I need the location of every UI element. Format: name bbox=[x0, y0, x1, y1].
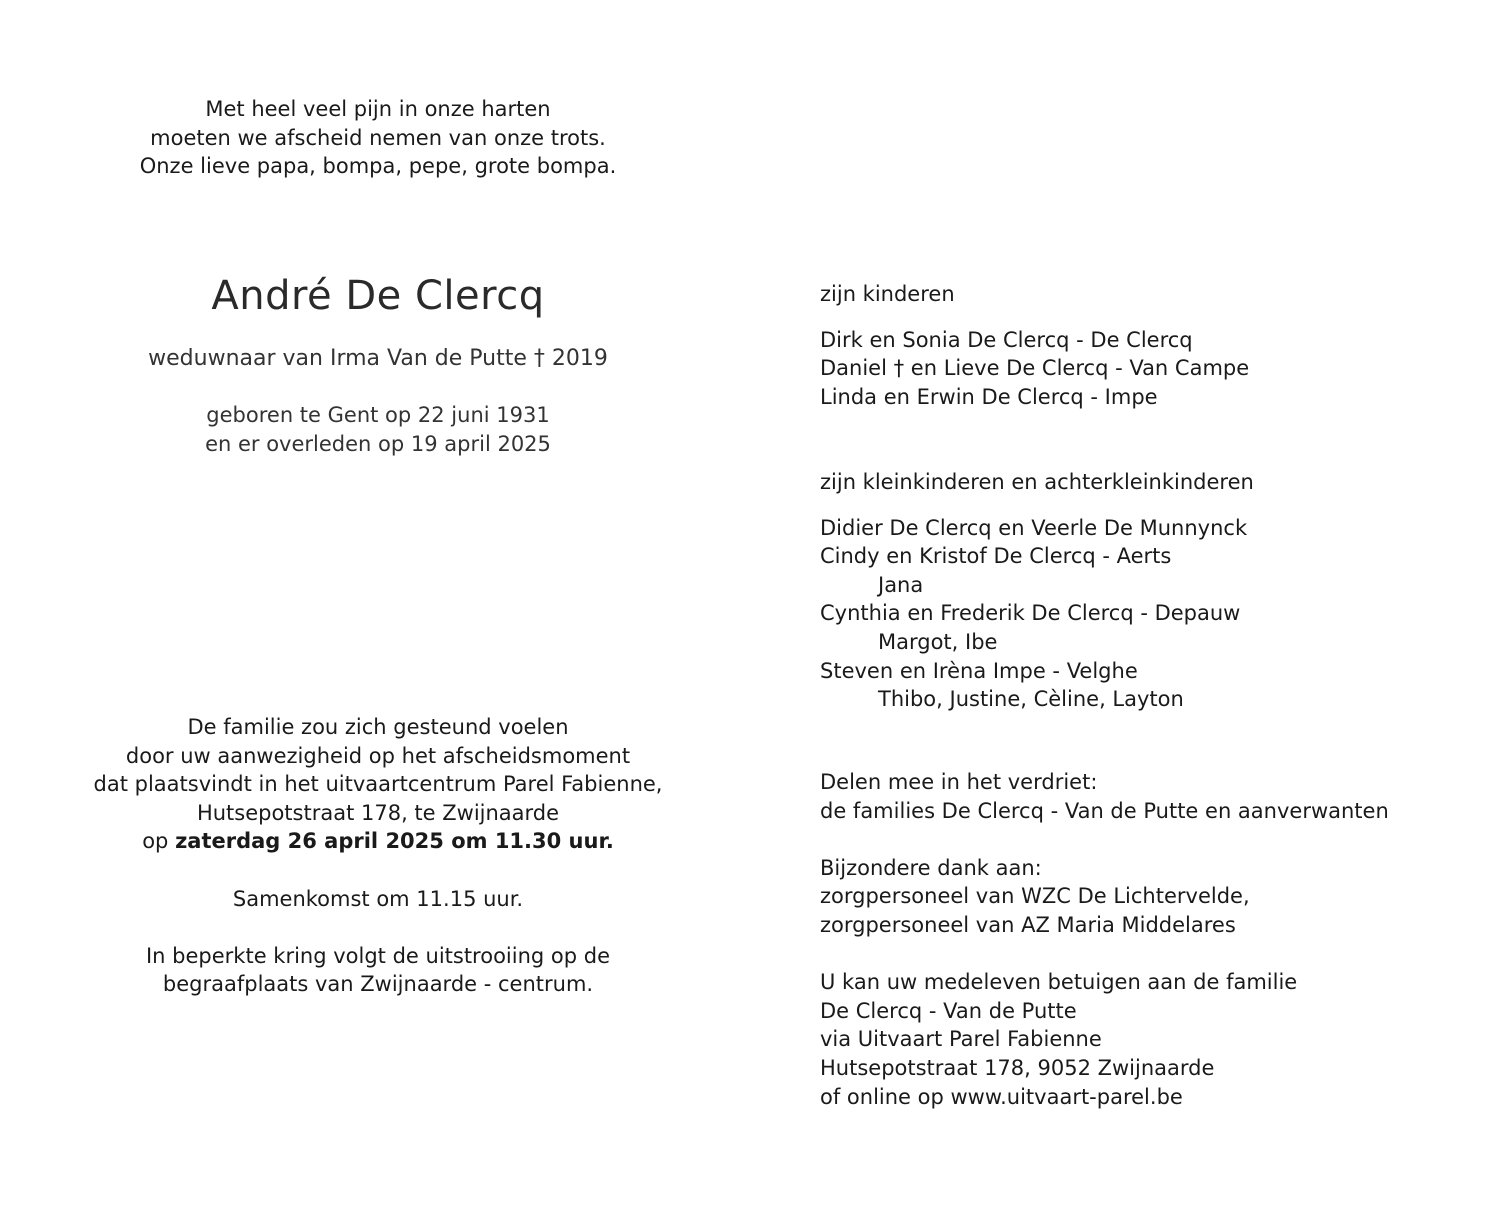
service-line: De familie zou zich gesteund voelen bbox=[187, 715, 569, 739]
service-info bbox=[0, 713, 756, 999]
thanks-heading: Bijzondere dank aan: bbox=[820, 855, 1042, 880]
scattering-line: In beperkte kring volgt de uitstrooiing op de bbox=[145, 943, 611, 968]
closing-section bbox=[820, 768, 1500, 1111]
grandchild-entry: Cynthia en Frederik De Clercq - Depauw bbox=[820, 601, 1241, 626]
children-section bbox=[820, 280, 1500, 411]
scattering-line: begraafplaats van Zwijnaarde - centrum. bbox=[162, 972, 594, 997]
grandchild-entry: Cindy en Kristof De Clercq - Aerts bbox=[820, 544, 1172, 569]
thanks-line: zorgpersoneel van WZC De Lichtervelde, bbox=[820, 884, 1250, 909]
intro-line: Met heel veel pijn in onze harten bbox=[205, 97, 551, 121]
children-heading: zijn kinderen bbox=[820, 282, 955, 306]
grandchildren-section bbox=[820, 468, 1500, 714]
condolence-website: of online op www.uitvaart-parel.be bbox=[820, 1084, 1183, 1109]
grandchild-entry: Didier De Clercq en Veerle De Munnynck bbox=[820, 515, 1248, 540]
intro-line: Onze lieve papa, bompa, pepe, grote bompa. bbox=[139, 154, 617, 179]
birth-death-dates bbox=[0, 401, 756, 458]
child-entry: Dirk en Sonia De Clercq - De Clercq bbox=[820, 327, 1193, 352]
grief-text: de families De Clercq - Van de Putte en aanverwanten bbox=[820, 798, 1389, 823]
service-line: door uw aanwezigheid op het afscheidsmoment bbox=[125, 743, 631, 768]
grief-heading: Delen mee in het verdriet: bbox=[820, 770, 1098, 794]
birth-line: geboren te Gent op 22 juni 1931 bbox=[206, 403, 550, 427]
condolence-line: via Uitvaart Parel Fabienne bbox=[820, 1027, 1102, 1052]
widower-text: weduwnaar van Irma Van de Putte † 2019 bbox=[148, 346, 608, 371]
condolence-line: U kan uw medeleven betuigen aan de familie bbox=[820, 970, 1298, 995]
thanks-line: zorgpersoneel van AZ Maria Middelares bbox=[820, 912, 1236, 937]
service-line: Hutsepotstraat 178, te Zwijnaarde bbox=[196, 800, 560, 825]
condolence-line: De Clercq - Van de Putte bbox=[820, 998, 1077, 1023]
child-entry: Daniel † en Lieve De Clercq - Van Campe bbox=[820, 356, 1250, 381]
intro-text bbox=[0, 95, 756, 181]
service-date-prefix: op bbox=[142, 829, 176, 854]
great-grandchild-entry: Margot, Ibe bbox=[878, 629, 998, 654]
death-line: en er overleden op 19 april 2025 bbox=[205, 431, 551, 456]
grandchild-entry: Steven en Irèna Impe - Velghe bbox=[820, 658, 1138, 683]
grandchildren-heading: zijn kleinkinderen en achterkleinkinderen bbox=[820, 470, 1254, 494]
child-entry: Linda en Erwin De Clercq - Impe bbox=[820, 384, 1158, 409]
intro-line: moeten we afscheid nemen van onze trots. bbox=[150, 125, 606, 150]
condolence-line: Hutsepotstraat 178, 9052 Zwijnaarde bbox=[820, 1055, 1215, 1080]
widower-line bbox=[0, 345, 756, 374]
service-line: dat plaatsvindt in het uitvaartcentrum Parel Fabienne, bbox=[93, 772, 663, 797]
service-date-line bbox=[0, 827, 756, 856]
gathering-time: Samenkomst om 11.15 uur. bbox=[232, 886, 524, 911]
great-grandchild-entry: Jana bbox=[878, 572, 924, 597]
great-grandchild-entry: Thibo, Justine, Cèline, Layton bbox=[878, 687, 1184, 712]
service-date: zaterdag 26 april 2025 om 11.30 uur. bbox=[175, 829, 614, 854]
deceased-name: André De Clercq bbox=[211, 273, 545, 319]
